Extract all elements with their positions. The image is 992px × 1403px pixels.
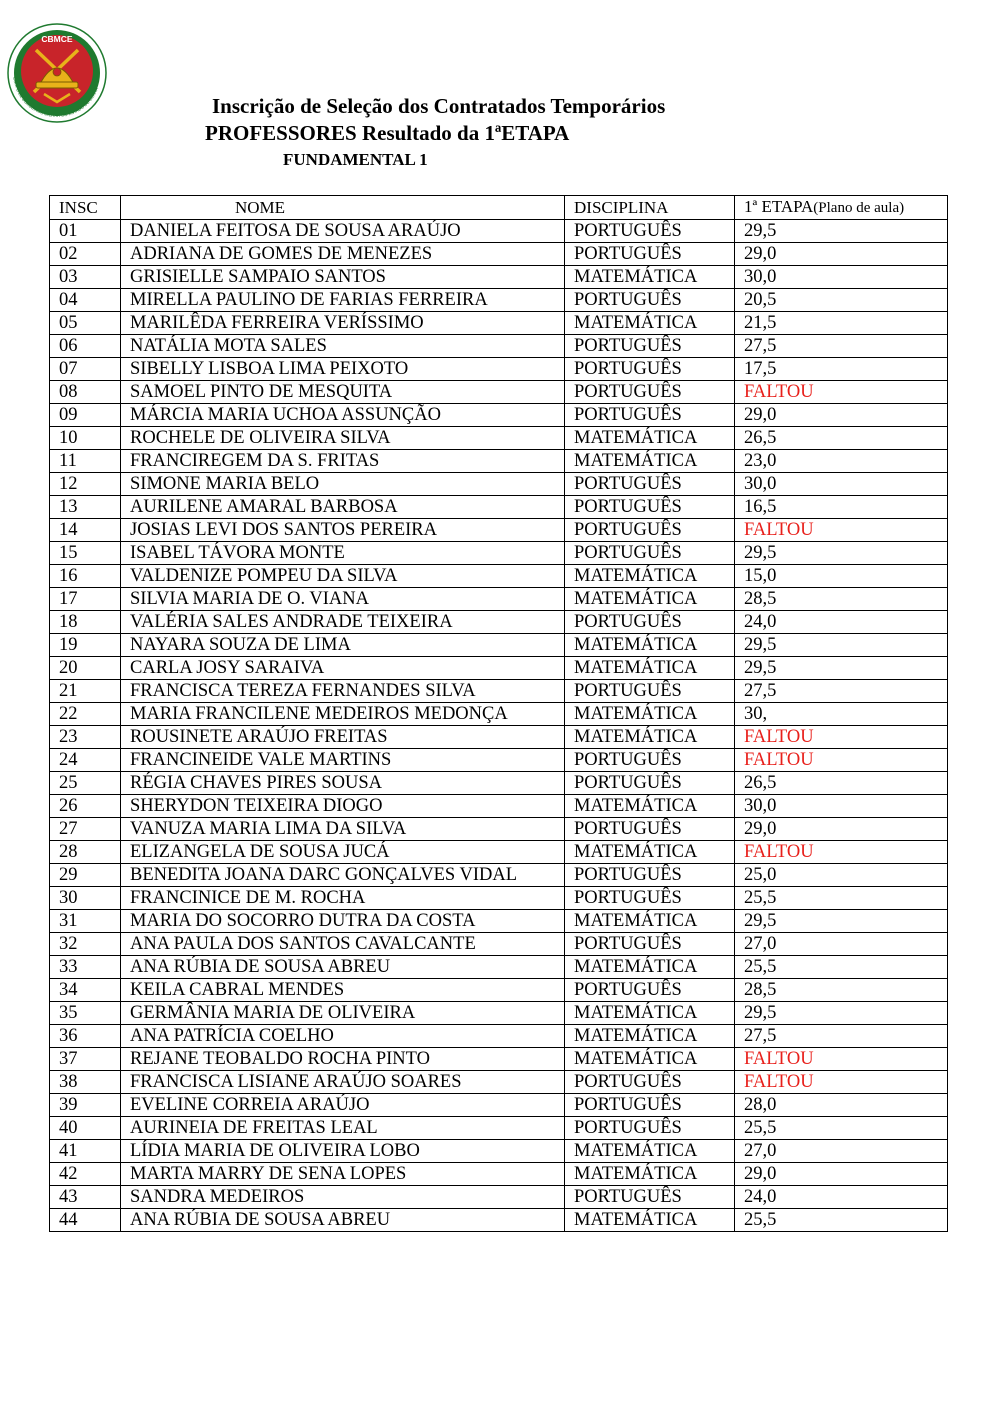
cell-disciplina: MATEMÁTICA — [565, 1025, 735, 1048]
cell-nome: VANUZA MARIA LIMA DA SILVA — [121, 818, 565, 841]
table-row — [50, 749, 948, 772]
cell-disciplina: MATEMÁTICA — [565, 427, 735, 450]
table-row — [50, 933, 948, 956]
cell-nome: MARIA DO SOCORRO DUTRA DA COSTA — [121, 910, 565, 933]
table-row — [50, 772, 948, 795]
table-row — [50, 818, 948, 841]
cell-disciplina: PORTUGUÊS — [565, 358, 735, 381]
cell-nome: FRANCINEIDE VALE MARTINS — [121, 749, 565, 772]
cell-insc: 07 — [50, 358, 121, 381]
cell-insc: 12 — [50, 473, 121, 496]
cell-disciplina: PORTUGUÊS — [565, 979, 735, 1002]
cell-nome: FRANCISCA LISIANE ARAÚJO SOARES — [121, 1071, 565, 1094]
cell-nota: FALTOU — [735, 1048, 948, 1071]
cell-nota: 29,0 — [735, 818, 948, 841]
cell-insc: 21 — [50, 680, 121, 703]
table-row — [50, 473, 948, 496]
table-row — [50, 1140, 948, 1163]
table-row — [50, 726, 948, 749]
cell-disciplina: PORTUGUÊS — [565, 864, 735, 887]
cell-insc: 08 — [50, 381, 121, 404]
cell-insc: 16 — [50, 565, 121, 588]
table-row — [50, 703, 948, 726]
cell-nome: GRISIELLE SAMPAIO SANTOS — [121, 266, 565, 289]
cell-nota: 29,0 — [735, 243, 948, 266]
table-row — [50, 1002, 948, 1025]
table-row — [50, 1071, 948, 1094]
cell-disciplina: PORTUGUÊS — [565, 404, 735, 427]
cell-nome: ANA RÚBIA DE SOUSA ABREU — [121, 956, 565, 979]
cell-disciplina: MATEMÁTICA — [565, 1209, 735, 1232]
cell-nota: 21,5 — [735, 312, 948, 335]
cell-nome: SANDRA MEDEIROS — [121, 1186, 565, 1209]
table-row — [50, 887, 948, 910]
table-row — [50, 611, 948, 634]
cell-disciplina: MATEMÁTICA — [565, 312, 735, 335]
results-table — [49, 195, 948, 1232]
column-header-etapa-sub: (Plano de aula) — [813, 200, 905, 216]
cell-nota: 27,5 — [735, 680, 948, 703]
cell-insc: 24 — [50, 749, 121, 772]
table-row — [50, 220, 948, 243]
cell-nome: FRANCISCA TEREZA FERNANDES SILVA — [121, 680, 565, 703]
cell-nome: AURINEIA DE FREITAS LEAL — [121, 1117, 565, 1140]
cell-disciplina: PORTUGUÊS — [565, 473, 735, 496]
cell-disciplina: PORTUGUÊS — [565, 749, 735, 772]
cell-insc: 04 — [50, 289, 121, 312]
cell-disciplina: MATEMÁTICA — [565, 726, 735, 749]
cell-insc: 29 — [50, 864, 121, 887]
cell-nome: DANIELA FEITOSA DE SOUSA ARAÚJO — [121, 220, 565, 243]
cell-nome: FRANCINICE DE M. ROCHA — [121, 887, 565, 910]
cell-insc: 17 — [50, 588, 121, 611]
cell-nota: 28,5 — [735, 979, 948, 1002]
cell-insc: 42 — [50, 1163, 121, 1186]
cell-nome: MIRELLA PAULINO DE FARIAS FERREIRA — [121, 289, 565, 312]
cell-disciplina: PORTUGUÊS — [565, 519, 735, 542]
cell-nota: 28,0 — [735, 1094, 948, 1117]
cell-nome: ELIZANGELA DE SOUSA JUCÁ — [121, 841, 565, 864]
cell-nota: FALTOU — [735, 749, 948, 772]
column-header-disciplina: DISCIPLINA — [565, 196, 735, 220]
column-header-nome: NOME — [121, 196, 565, 220]
cell-disciplina: MATEMÁTICA — [565, 910, 735, 933]
cell-nota: FALTOU — [735, 519, 948, 542]
cell-nome: KEILA CABRAL MENDES — [121, 979, 565, 1002]
cell-nome: BENEDITA JOANA DARC GONÇALVES VIDAL — [121, 864, 565, 887]
cell-nota: 16,5 — [735, 496, 948, 519]
cell-nota: 28,5 — [735, 588, 948, 611]
table-header-row — [50, 196, 948, 220]
cell-disciplina: MATEMÁTICA — [565, 657, 735, 680]
cell-insc: 03 — [50, 266, 121, 289]
document-subtitle: PROFESSORES Resultado da 1ªETAPA — [205, 121, 570, 145]
cell-nome: VALÉRIA SALES ANDRADE TEIXEIRA — [121, 611, 565, 634]
cell-disciplina: MATEMÁTICA — [565, 634, 735, 657]
table-row — [50, 795, 948, 818]
cell-nota: 25,5 — [735, 1209, 948, 1232]
cell-nome: ADRIANA DE GOMES DE MENEZES — [121, 243, 565, 266]
cell-nome: ROCHELE DE OLIVEIRA SILVA — [121, 427, 565, 450]
cell-disciplina: MATEMÁTICA — [565, 841, 735, 864]
cell-nome: SIBELLY LISBOA LIMA PEIXOTO — [121, 358, 565, 381]
cell-nota: 26,5 — [735, 772, 948, 795]
cell-nome: MARTA MARRY DE SENA LOPES — [121, 1163, 565, 1186]
cell-nota: 25,5 — [735, 956, 948, 979]
cell-nome: ANA PATRÍCIA COELHO — [121, 1025, 565, 1048]
cell-insc: 39 — [50, 1094, 121, 1117]
cell-nota: 26,5 — [735, 427, 948, 450]
cell-nota: 25,5 — [735, 887, 948, 910]
document-level: FUNDAMENTAL 1 — [283, 150, 428, 169]
cell-nota: 27,0 — [735, 933, 948, 956]
cell-insc: 30 — [50, 887, 121, 910]
cell-nome: SILVIA MARIA DE O. VIANA — [121, 588, 565, 611]
cell-insc: 36 — [50, 1025, 121, 1048]
cell-nota: 29,5 — [735, 657, 948, 680]
cell-insc: 01 — [50, 220, 121, 243]
cell-disciplina: PORTUGUÊS — [565, 772, 735, 795]
cell-nota: 27,5 — [735, 335, 948, 358]
cell-nome: MARILÊDA FERREIRA VERÍSSIMO — [121, 312, 565, 335]
table-row — [50, 1209, 948, 1232]
cell-insc: 32 — [50, 933, 121, 956]
cell-nome: SAMOEL PINTO DE MESQUITA — [121, 381, 565, 404]
cell-nota: 24,0 — [735, 1186, 948, 1209]
document-title: Inscrição de Seleção dos Contratados Temporários — [212, 94, 666, 118]
cell-disciplina: PORTUGUÊS — [565, 220, 735, 243]
cell-insc: 44 — [50, 1209, 121, 1232]
cell-nome: ISABEL TÁVORA MONTE — [121, 542, 565, 565]
cell-nome: VALDENIZE POMPEU DA SILVA — [121, 565, 565, 588]
cell-disciplina: PORTUGUÊS — [565, 1186, 735, 1209]
table-row — [50, 496, 948, 519]
cell-insc: 41 — [50, 1140, 121, 1163]
cell-disciplina: PORTUGUÊS — [565, 243, 735, 266]
cell-nome: MÁRCIA MARIA UCHOA ASSUNÇÃO — [121, 404, 565, 427]
cell-nota: 30,0 — [735, 266, 948, 289]
cell-nota: FALTOU — [735, 1071, 948, 1094]
cell-disciplina: PORTUGUÊS — [565, 933, 735, 956]
table-row — [50, 657, 948, 680]
table-row — [50, 864, 948, 887]
cell-disciplina: MATEMÁTICA — [565, 450, 735, 473]
cell-nota: 29,5 — [735, 634, 948, 657]
cell-insc: 33 — [50, 956, 121, 979]
table-row — [50, 519, 948, 542]
cell-insc: 05 — [50, 312, 121, 335]
cell-nota: 23,0 — [735, 450, 948, 473]
cell-nota: 30, — [735, 703, 948, 726]
table-row — [50, 1025, 948, 1048]
cell-nome: SHERYDON TEIXEIRA DIOGO — [121, 795, 565, 818]
cell-insc: 15 — [50, 542, 121, 565]
table-row — [50, 1117, 948, 1140]
cell-nome: ANA RÚBIA DE SOUSA ABREU — [121, 1209, 565, 1232]
cell-disciplina: PORTUGUÊS — [565, 887, 735, 910]
table-row — [50, 312, 948, 335]
cell-insc: 35 — [50, 1002, 121, 1025]
table-row — [50, 404, 948, 427]
cell-nota: 29,5 — [735, 910, 948, 933]
cell-disciplina: PORTUGUÊS — [565, 1094, 735, 1117]
table-row — [50, 565, 948, 588]
cell-nota: 29,5 — [735, 542, 948, 565]
cell-disciplina: PORTUGUÊS — [565, 381, 735, 404]
table-row — [50, 243, 948, 266]
cell-nota: 17,5 — [735, 358, 948, 381]
cell-disciplina: PORTUGUÊS — [565, 289, 735, 312]
table-row — [50, 542, 948, 565]
cell-insc: 38 — [50, 1071, 121, 1094]
cell-disciplina: MATEMÁTICA — [565, 266, 735, 289]
cell-insc: 31 — [50, 910, 121, 933]
cell-insc: 37 — [50, 1048, 121, 1071]
cell-insc: 09 — [50, 404, 121, 427]
table-row — [50, 956, 948, 979]
table-row — [50, 1186, 948, 1209]
cell-nota: FALTOU — [735, 726, 948, 749]
cell-nota: 27,0 — [735, 1140, 948, 1163]
cell-insc: 28 — [50, 841, 121, 864]
cell-nota: FALTOU — [735, 381, 948, 404]
cell-nota: 30,0 — [735, 473, 948, 496]
cell-nome: NAYARA SOUZA DE LIMA — [121, 634, 565, 657]
cell-nome: REJANE TEOBALDO ROCHA PINTO — [121, 1048, 565, 1071]
cell-nota: 20,5 — [735, 289, 948, 312]
cell-nota: 25,5 — [735, 1117, 948, 1140]
cell-disciplina: MATEMÁTICA — [565, 1002, 735, 1025]
cell-insc: 25 — [50, 772, 121, 795]
cell-disciplina: MATEMÁTICA — [565, 795, 735, 818]
cell-nome: RÉGIA CHAVES PIRES SOUSA — [121, 772, 565, 795]
cell-nota: 29,5 — [735, 1002, 948, 1025]
cell-nota: 29,0 — [735, 1163, 948, 1186]
cell-insc: 18 — [50, 611, 121, 634]
table-row — [50, 289, 948, 312]
table-row — [50, 1163, 948, 1186]
table-row — [50, 910, 948, 933]
cell-nota: 15,0 — [735, 565, 948, 588]
cell-disciplina: MATEMÁTICA — [565, 1140, 735, 1163]
table-row — [50, 1048, 948, 1071]
cell-insc: 20 — [50, 657, 121, 680]
cell-disciplina: MATEMÁTICA — [565, 565, 735, 588]
cell-disciplina: MATEMÁTICA — [565, 588, 735, 611]
cell-nome: SIMONE MARIA BELO — [121, 473, 565, 496]
cell-insc: 14 — [50, 519, 121, 542]
cell-nome: NATÁLIA MOTA SALES — [121, 335, 565, 358]
cell-nome: FRANCIREGEM DA S. FRITAS — [121, 450, 565, 473]
cell-disciplina: PORTUGUÊS — [565, 818, 735, 841]
cell-nota: 29,5 — [735, 220, 948, 243]
column-header-etapa — [735, 196, 948, 220]
table-row — [50, 1094, 948, 1117]
cell-insc: 22 — [50, 703, 121, 726]
cell-nome: ANA PAULA DOS SANTOS CAVALCANTE — [121, 933, 565, 956]
cell-nome: LÍDIA MARIA DE OLIVEIRA LOBO — [121, 1140, 565, 1163]
cell-nome: JOSIAS LEVI DOS SANTOS PEREIRA — [121, 519, 565, 542]
cell-disciplina: PORTUGUÊS — [565, 611, 735, 634]
table-row — [50, 634, 948, 657]
cell-nota: 30,0 — [735, 795, 948, 818]
cell-disciplina: MATEMÁTICA — [565, 1163, 735, 1186]
cell-disciplina: PORTUGUÊS — [565, 680, 735, 703]
cell-nota: FALTOU — [735, 841, 948, 864]
cell-insc: 10 — [50, 427, 121, 450]
cell-disciplina: MATEMÁTICA — [565, 1048, 735, 1071]
cell-nota: 27,5 — [735, 1025, 948, 1048]
cell-nome: GERMÂNIA MARIA DE OLIVEIRA — [121, 1002, 565, 1025]
cell-disciplina: PORTUGUÊS — [565, 1071, 735, 1094]
logo-text: CBMCE — [41, 34, 73, 44]
cell-nome: EVELINE CORREIA ARAÚJO — [121, 1094, 565, 1117]
table-row — [50, 979, 948, 1002]
table-row — [50, 588, 948, 611]
cell-disciplina: PORTUGUÊS — [565, 1117, 735, 1140]
cell-insc: 26 — [50, 795, 121, 818]
cell-nome: CARLA JOSY SARAIVA — [121, 657, 565, 680]
column-header-insc: INSC — [50, 196, 121, 220]
cbmce-logo — [6, 22, 108, 124]
table-row — [50, 266, 948, 289]
cell-disciplina: PORTUGUÊS — [565, 335, 735, 358]
logo-ring-text: CORPO DE BOMBEIROS MILITAR DO ESTADO DO CEARÁ — [12, 76, 100, 119]
cell-insc: 34 — [50, 979, 121, 1002]
column-header-etapa-label: 1ª ETAPA — [744, 197, 814, 216]
cell-insc: 13 — [50, 496, 121, 519]
table-row — [50, 450, 948, 473]
cell-disciplina: MATEMÁTICA — [565, 956, 735, 979]
cell-insc: 27 — [50, 818, 121, 841]
table-row — [50, 358, 948, 381]
cell-insc: 40 — [50, 1117, 121, 1140]
cell-disciplina: PORTUGUÊS — [565, 542, 735, 565]
cell-nome: ROUSINETE ARAÚJO FREITAS — [121, 726, 565, 749]
cell-nome: MARIA FRANCILENE MEDEIROS MEDONÇA — [121, 703, 565, 726]
cell-insc: 11 — [50, 450, 121, 473]
cell-disciplina: PORTUGUÊS — [565, 496, 735, 519]
cell-insc: 06 — [50, 335, 121, 358]
table-row — [50, 680, 948, 703]
cell-insc: 19 — [50, 634, 121, 657]
table-row — [50, 335, 948, 358]
cell-nota: 25,0 — [735, 864, 948, 887]
table-row — [50, 427, 948, 450]
cell-nome: AURILENE AMARAL BARBOSA — [121, 496, 565, 519]
cell-nota: 29,0 — [735, 404, 948, 427]
cell-insc: 02 — [50, 243, 121, 266]
cell-insc: 23 — [50, 726, 121, 749]
cell-insc: 43 — [50, 1186, 121, 1209]
cell-nota: 24,0 — [735, 611, 948, 634]
table-row — [50, 381, 948, 404]
table-row — [50, 841, 948, 864]
cell-disciplina: MATEMÁTICA — [565, 703, 735, 726]
